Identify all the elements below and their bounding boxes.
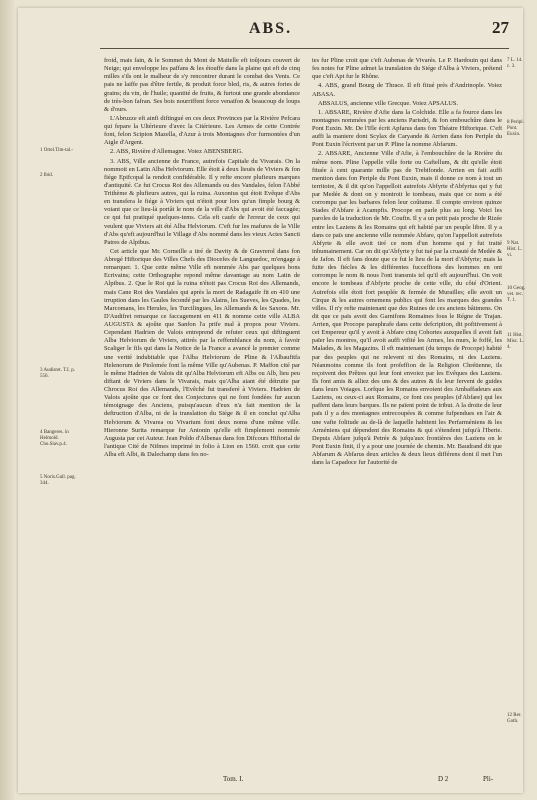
left-margin-note: 5 Noris.Gall. pag. 344.	[40, 475, 76, 486]
book-page	[18, 8, 526, 793]
page-header	[18, 8, 523, 48]
catchword: Pli-	[483, 775, 494, 783]
right-margin-note: 11 Hist. Misc. L. 4.	[507, 333, 524, 350]
paragraph: 1. ABSARE, Rivière d'Afie dans la Colchide. Elle a fa fource dans les montagnes nommées par les anciens Parisdri, & fon embouchûre dans le Pont Euxin. Mr. De l'Ifle écrit Apfarus dans fon Théatre Hiftorique. C'eft auffi la maniere dont Scylax de Caryande & Arrien dans fon Periple du Pont Euxin l'écrivent par un P. Pline la nomme Abfarum.	[312, 108, 502, 149]
running-title: ABS.	[248, 20, 293, 37]
paragraph: 3. ABS, Ville ancienne de France, autrefois Capitale du Vivarais. On la nommoit en Latin Alba Helviorum. Elle étoit à deux lieuës de Viviers & fon fiége Epifcopal la rendoit confidérable. Il y refte encore plufieurs marques d'antiquité. Ce fut Crocus Roi des Allemands ou des Vandales, felon l'Abbé Trithème & plufieurs autres, qui la ruina. Auxonius qui étoit Evêque d'Abs en transfera le fiége à Viviers qui n'étoit pour lors qu'un fimple bourg & voiant que ce lieu-là portât le nom de la ville d'Abs qui avoit été faccagée; ce qui fut pratiqué quelques-tems. Cela eft caufe de l'erreur de ceux qui veulent que Viviers ait été Alba Helviorum. C'eft fur les mafures de la Ville d'Abs qu'eft aujourd'hui le Village d'Abs nommé dans les vieux Actes Sancti Patres de Alpibus.	[104, 157, 300, 246]
left-margin-note: 2 Ibid.	[40, 173, 54, 178]
right-text-column	[312, 57, 502, 773]
paragraph: froid, mais fain, & le Sommet du Mont de Maitelle eft toûjours couvert de Neige; qui enveloppe les paffans & les étouffe dans la plaine qui eft de cinq milles s'ils ont le malheur de s'y rencontrer durant le combat des Vents. Ce pais ne laiffe pas d'être fertile, & produit force bled, ris, & autres fortes de grains; du vin, de l'huile; quantité de fruits, & furtout une grande abondance de très-bon fafran. Ses bois nourriffent force venaifon & beaucoup de loups & d'ours.	[104, 57, 300, 113]
paragraph: Cet article que Mr. Corneille a tiré de Davity & de Gravrerol dans fon Abregé Hiftorique des Villes Chefs des Diocefes de Languedoc, m'engage à remarquer. 1. Que cette même Ville eft nommée Abs par quelques bons Ecrivains; cette Orthographe repond même davantage au nom Latin de Alpibus. 2. Que le Roi qui la ruina n'étoit pas Crocus Roi des Allemands, mais Cane Roi des Vandales qui après la mort de Radagaife fit en 410 une irruption dans les Gaules fecondé par les Alains, les Sueves, les Quades, les Marcomans, les Herules, les Turcilingues, les Allemands & les Saxons. Mr. D'Audifret remarque ce faccagement en 411 & nomme cette ville ALBA AUGUSTA & ajoûte que Sanfon l'a prife mal à propos pour Viviers. Cependant Hadrien de Valois entreprend de refuter ceux qui diftinguent Alba Helviorum de Viviers, attirés par la reffemblance du nom, à favoir Scaliger le fils qui dans la Notice de la France a avancé le premier comme une verité indubitable que l'Alba Helviorum de Pline & l'Albaufitfa Helenorum de Ptolomée font la même Ville qu'Aubenas. P. Maffon cité par le même Hadrien de Valois dit qu'Alba Helviorum eft Albs ou Alb, lieu peu diftant de Viviers dans le Vivarais, mais qu'Alba aiant été détruite par Chrocus Roi des Allemands, l'Evêché fut transferé à Viviers. Hadrien de Valois ajoûte que ce font des Conjectures qui ne font fondées fur aucun témoignage des Anciens, puisqu'aucun d'eux n'a fait mention de la deftruction d'Alba, ni de la translation du Siége & il en conclut qu'Alba Helviorum & Vivarea ou Vivarium font deux noms d'une même ville. Hieronne Surita remarque fur Antonin qu'elle eft fimplement nommée Augusta par cet Auteur. Jean Poldo d'Albenas dans fon Difcours Hiftorial de l'antique Cité de Nifmes imprimé in folio à Lion en 1560. croit que cette Alba eft Albi, & Dalechamp dans fes no-	[104, 247, 300, 458]
header-rule	[100, 48, 509, 49]
paragraph: tes fur Pline croit que c'eft Aubenas de Vivarès. Le P. Hardouin qui dans fes notes fur Pline admet la translation du Siége d'Alba à Viviers, prétend que c'eft Apt fur le Rhône.	[312, 57, 502, 81]
left-margin-note: 1 Ortel.Tim-tal.-	[40, 148, 74, 153]
volume-label: Tom. I.	[223, 775, 244, 783]
right-margin-note: 10 Geog. vet. rec. T. 1.	[507, 286, 526, 303]
paragraph: ABSALUS, ancienne ville Grecque. Voiez APSALUS.	[318, 99, 458, 107]
right-margin-note: 8 Peripl. Pont. Euxin.	[507, 120, 524, 137]
paragraph: L'Abruzze eft ainfi diftingué en ces deux Provinces par la Rivière Pefcara qui fepare la Ultérieure d'avec la Citérieure. Les Armes de cette Contrée font, felon Scipion Mazella, d'Azur à trois Montagnes d'or furmontées d'un Aigle d'Argent.	[104, 114, 300, 147]
signature-mark: D 2	[438, 775, 449, 783]
paragraph: 4. ABS, grand Bourg de Thrace. Il eft fitué près d'Andrinople. Voiez ABASA.	[312, 82, 502, 98]
right-margin-note: 12 Rer. Goth.	[507, 713, 522, 724]
right-margin-note: 7 L. 14. c. 3.	[507, 58, 523, 69]
paragraph: 2. ABS, Rivière d'Allemagne. Voiez ABENSBERG.	[110, 148, 243, 156]
left-margin-note: 3 Audisret. T.I. p. 556.	[40, 368, 75, 379]
page-number: 27	[492, 18, 509, 37]
paragraph: 2. ABSARE, Ancienne Ville d'Afie, à l'embouchûre de la Rivière du même nom. Pline l'appelle ville forte ou Caftellum, & dit qu'elle étoit fituée à cent quarante mille pas de Trebifonde. Arrien en fait auffi mention dans fon Periple du Pont Euxin, mais il donne ce nom à tout un territoire, & il dit qu'on l'appelloit autrefois Abfyrte d'Abfyrtus qui y fut par Medée & dont on y montroit le tombeau, mais que ce nom a été corrompu par les barbares felon leur coûtume. Il compte environ quinze Stades d'Abfare à Acampfis. Procope en parle plus au long. Voici les paroles de la traduction de Mr. Coufin. Il y a un petit pais proche de Rizée entre les Laziens & les Romains qui eft habité par un peuple libre. Il y a dans ce païs une ancienne ville nommée Abfare, qu'on l'appelloit autrefois Abfyrte & elle avoit tiré ce nom d'un homme qui y fut traité inhumainement. Car on dit qu'Abfyrte y fut tué par la cruauté de Medée & de Jafon. Il eft fans doute que ce fut le lieu de la mort d'Abfyrte; mais la fuite des fiécles & les différentes fucceffions des hommes en ont corrompu le nom & nous l'ont transmis tel qu'il eft aujourd'hui. On voit encore le tombeau d'Abfyrte proche de cette ville, du côté d'Orient. Autrefois elle étoit fort peuplée & fermée de Murailles; elle avoit un Cirque & les autres ornemens publics qui font les marques des grandes villes. Il n'y refte maintenant que des Ruines de ces anciens bâtimens. On dit que ce païs avoit des Garnifons Romaines fous le Régne de Trajan. Arrien, que Procope paraphrafe dans cette defcription, dit pofitivement à cet Empereur qu'il y avoit à Abfare cinq Cohortes auxquelles il avoit fait païer les montres, qu'il avoit auffi vifité les Armes, les murs, le foffé, les Malades, & les Magazins. Il eft maintenant (du temps de Procope) habité par des peuples qui ne relevent ni des Romains, ni des Laziens. Néanmoins comme ils font profeffion de la Religion Chrétienne, ils reçoivent des Prêtres qui leur font envoiez par les Evêques des Laziens. Ils font amis & alliez des uns & des autres & ils leur fervent de guides dans leurs Voiages. Lorfque les Romains envoient des Ambaffadeurs aux Laziens, ou ceux-ci aux Romains, ce font ces peuples (d'Abfare) qui les paffent dans leurs barques. Ils ne païent point de tribut. A la droite de leur païs il y a des montagnes entrecoupées & comme fufpendues en l'air & une vafte folitude au de-là de laquelle habitent les Perfarméniens & les Arméniens qui dépendent des Romains & qui s'étendent jufqu'à l'Iberie. Depuis Abfare jufqu'à Petrée & jufqu'aux frontières des Laziens on le Pont Euxin finit, il y a pour une journée de chemin. Mr. Baudrand dit que Abfarum & Abfarus deux articles & deux lieux différens dont il met l'un dans la Capadoce fur l'autorité de	[312, 150, 502, 467]
left-margin-note: 4 Bangeres. in Helmold. Cho.Slav.p.4.	[40, 430, 69, 447]
left-text-column	[104, 57, 300, 773]
book-binding	[0, 0, 14, 800]
right-margin-note: 9 Nat. Hist. L. vi.	[507, 241, 523, 258]
